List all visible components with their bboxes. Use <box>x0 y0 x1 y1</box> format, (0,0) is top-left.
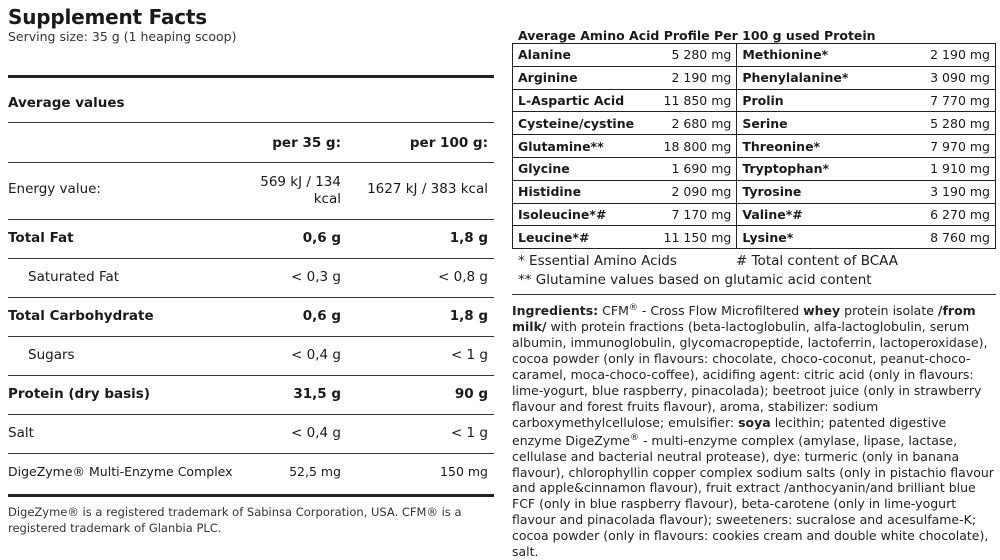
ingredients-part: CFM <box>598 303 629 319</box>
table-row <box>513 180 996 203</box>
nutrient-value-per100: < 0,8 g <box>438 269 488 285</box>
ingredients-part: protein isolate <box>840 303 938 319</box>
divider <box>8 122 494 123</box>
amino-name: Leucine*# <box>513 226 659 249</box>
nutrient-value-per35: < 0,4 g <box>291 347 341 363</box>
amino-acid-table <box>512 43 996 249</box>
nutrient-label: Energy value: <box>8 181 101 197</box>
amino-name: Isoleucine*# <box>513 203 659 226</box>
table-row <box>513 135 996 158</box>
nutrient-label: Salt <box>8 425 34 441</box>
note-essential: * Essential Amino Acids <box>518 253 677 270</box>
amino-name: Tryptophan* <box>737 157 917 180</box>
registered-mark: ® <box>629 432 639 443</box>
allergen-milk: /from milk/ <box>512 303 976 335</box>
nutrient-label: Total Carbohydrate <box>8 308 154 324</box>
amino-name: L-Aspartic Acid <box>513 89 659 112</box>
nutrient-value-per100: < 1 g <box>450 347 488 363</box>
nutrient-value-per100: 1,8 g <box>449 308 488 324</box>
amino-value: 2 680 mg <box>659 112 737 135</box>
serving-size: Serving size: 35 g (1 heaping scoop) <box>8 29 237 44</box>
table-row <box>513 203 996 226</box>
amino-value: 1 690 mg <box>659 157 737 180</box>
amino-value: 3 090 mg <box>917 66 996 89</box>
amino-name: Histidine <box>513 180 659 203</box>
amino-value: 2 190 mg <box>659 66 737 89</box>
nutrient-value-per100: 1627 kJ / 383 kcal <box>367 181 488 197</box>
ingredients-label: Ingredients: <box>512 303 599 319</box>
amino-name: Alanine <box>513 44 659 67</box>
divider <box>8 494 494 497</box>
registered-mark: ® <box>628 303 638 314</box>
divider <box>8 258 494 259</box>
amino-name: Cysteine/cystine <box>513 112 659 135</box>
divider <box>8 162 494 163</box>
amino-notes <box>512 252 996 290</box>
amino-acid-panel <box>512 28 996 560</box>
table-row <box>513 226 996 249</box>
nutrient-value-per100: 1,8 g <box>449 230 488 246</box>
divider <box>8 375 494 376</box>
amino-value: 7 170 mg <box>659 203 737 226</box>
supplement-facts-title: Supplement Facts <box>8 5 207 29</box>
divider <box>8 414 494 415</box>
amino-value: 11 850 mg <box>659 89 737 112</box>
supplement-facts-panel <box>8 5 494 535</box>
nutrient-label: DigeZyme® Multi-Enzyme Complex <box>8 464 233 479</box>
divider <box>8 219 494 220</box>
table-row <box>513 112 996 135</box>
amino-value: 8 760 mg <box>917 226 996 249</box>
nutrient-label: Sugars <box>28 347 75 363</box>
nutrient-label: Total Fat <box>8 230 74 246</box>
nutrient-value-per35: < 0,3 g <box>291 269 341 285</box>
nutrient-label: Protein (dry basis) <box>8 386 151 402</box>
nutrient-value-per35: 52,5 mg <box>289 464 341 479</box>
note-glutamine: ** Glutamine values based on glutamic acid content <box>518 272 872 289</box>
divider <box>8 453 494 454</box>
trademark-footnote: DigeZyme® is a registered trademark of Sabinsa Corporation, USA. CFM® is a registered trademark of Glanbia PLC. <box>8 505 462 535</box>
allergen-whey: whey <box>803 303 841 319</box>
table-row <box>513 66 996 89</box>
amino-name: Lysine* <box>737 226 917 249</box>
amino-name: Serine <box>737 112 917 135</box>
nutrient-value-per100: < 1 g <box>450 425 488 441</box>
amino-value: 3 190 mg <box>917 180 996 203</box>
ingredients-part: - multi-enzyme complex (amylase, lipase, lactase, cellulase and bacterial neutral protease), dye: turmeric (only in banana flavour), chlorophyllin copper complex sodium salts (only in pistachio flavour and apple&cinnamon flavour), fruit extract /anthocyanin/and brilliant blue FCF (only in blue raspberry flavour), beta-carotene (only in lime-yogurt flavour and pinacolada flavour); sweeteners: sucralose and acesulfame-K; cocoa powder (only in flavours: cookies cream and double white chocolate), salt. <box>512 432 994 560</box>
amino-name: Prolin <box>737 89 917 112</box>
nutrient-value-per35: < 0,4 g <box>291 425 341 441</box>
divider <box>512 294 996 295</box>
amino-value: 1 910 mg <box>917 157 996 180</box>
col-header-per100: per 100 g: <box>409 135 488 151</box>
amino-value: 18 800 mg <box>659 135 737 158</box>
amino-value: 6 270 mg <box>917 203 996 226</box>
nutrient-value-per35: 569 kJ / 134 kcal <box>260 174 341 207</box>
allergen-soya: soya <box>738 414 771 430</box>
nutrient-value-per100: 90 g <box>454 386 488 402</box>
amino-name: Glutamine** <box>513 135 659 158</box>
table-row <box>513 157 996 180</box>
amino-value: 11 150 mg <box>659 226 737 249</box>
amino-name: Methionine* <box>737 44 917 67</box>
divider <box>8 336 494 337</box>
note-bcaa: # Total content of BCAA <box>736 253 898 270</box>
nutrient-value-per35: 0,6 g <box>302 308 341 324</box>
amino-profile-title: Average Amino Acid Profile Per 100 g used Protein <box>518 28 876 43</box>
table-row <box>513 89 996 112</box>
ingredients-part: lecithin; patented digestive enzyme DigeZyme <box>512 414 947 448</box>
amino-value: 7 770 mg <box>917 89 996 112</box>
divider <box>8 75 494 78</box>
ingredients-part: - Cross Flow Microfiltered <box>637 303 804 319</box>
amino-name: Arginine <box>513 66 659 89</box>
amino-value: 7 970 mg <box>917 135 996 158</box>
amino-value: 5 280 mg <box>917 112 996 135</box>
ingredients-text <box>512 301 996 560</box>
nutrient-value-per35: 0,6 g <box>302 230 341 246</box>
amino-name: Phenylalanine* <box>737 66 917 89</box>
amino-value: 2 190 mg <box>917 44 996 67</box>
amino-value: 5 280 mg <box>659 44 737 67</box>
ingredients-part: with protein fractions (beta-lactoglobulin, alfa-lactoglobulin, serum albumin, immunoglobulin, glycomacropeptide, lactoferrin, lactoperoxidase), cocoa powder (only in flavours: chocolate, choco-coconut, peanut-choco-caramel, moca-choco-coffee), acidifing agent: citric acid (only in flavours: lime-yogurt, blue raspberry, pinacolada); beetroot juice (only in strawberry flavour and forest fruits flavour), aroma, stabilizer: sodium carboxymethylcellulose; emulsifier: <box>512 319 988 430</box>
amino-name: Valine*# <box>737 203 917 226</box>
average-values-label: Average values <box>8 95 125 111</box>
table-row <box>513 44 996 67</box>
nutrient-label: Saturated Fat <box>28 269 120 285</box>
nutrient-value-per35: 31,5 g <box>293 386 341 402</box>
amino-name: Threonine* <box>737 135 917 158</box>
col-header-per35: per 35 g: <box>272 135 341 151</box>
nutrient-value-per100: 150 mg <box>440 464 488 479</box>
amino-value: 2 090 mg <box>659 180 737 203</box>
amino-name: Glycine <box>513 157 659 180</box>
divider <box>8 297 494 298</box>
amino-name: Tyrosine <box>737 180 917 203</box>
